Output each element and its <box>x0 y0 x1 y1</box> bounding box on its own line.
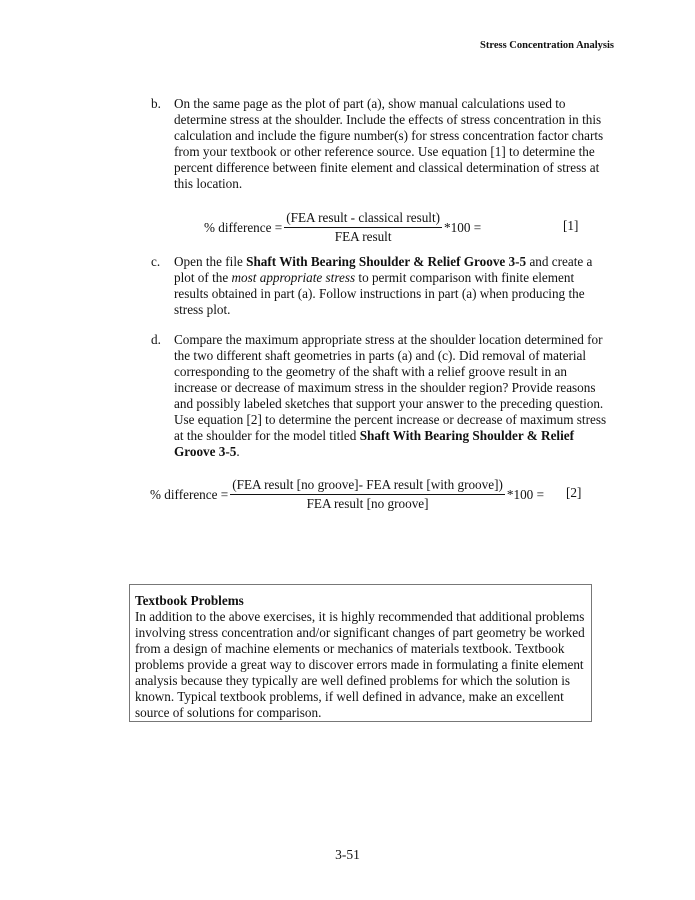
equation-denominator: FEA result <box>334 229 392 244</box>
equation-numerator: (FEA result - classical result) <box>284 210 442 228</box>
item-letter: c. <box>151 254 161 269</box>
list-item-c <box>151 254 611 318</box>
equation-rhs: *100 = <box>444 219 482 235</box>
box-body: In addition to the above exercises, it is highly recommended that additional problems involving stress concentration and/or significant changes of part geometry be worked from a design of machine elements or mechanics of materials textbook. Textbook problems provide a great way to discover errors made in formulating a finite element analysis because they typically are well defined problems for which the solution is known. Typical textbook problems, if well defined in advance, make an excellent source of solutions for comparison. <box>135 609 585 720</box>
file-name: Shaft With Bearing Shoulder & Relief Groove 3-5 <box>246 254 527 269</box>
list-item-d <box>151 332 611 460</box>
equation-fraction <box>284 210 442 245</box>
emphasis: most appropriate stress <box>231 270 356 285</box>
equation-lhs: % difference = <box>150 486 229 502</box>
equation-1 <box>204 210 481 245</box>
list-item-b <box>151 96 611 192</box>
running-header: Stress Concentration Analysis <box>480 40 614 51</box>
equation-number-2: [2] <box>566 485 582 500</box>
equation-rhs: *100 = <box>506 486 544 502</box>
item-text <box>174 332 611 460</box>
equation-numerator: (FEA result [no groove]- FEA result [with groove]) <box>230 477 505 495</box>
item-text-run: . <box>236 444 240 459</box>
equation-lhs: % difference = <box>204 219 283 235</box>
item-text-run: Compare the maximum appropriate stress at the shoulder location determined for the two different shaft geometries in parts (a) and (c). Did removal of material corresponding to the geometry of the shaft with a relief groove result in an increase or decrease of maximum stress in the shoulder region? Provide reasons and possibly labeled sketches that support your answer to the preceding question. Use equation [2] to determine the percent increase or decrease of maximum stress at the shoulder for the model titled <box>174 332 607 443</box>
item-letter: d. <box>151 332 161 347</box>
item-text: On the same page as the plot of part (a), show manual calculations used to determine stress at the shoulder. Include the effects of stress concentration in this calculation and include the figure number(s) for stress concentration factor charts from your textbook or other reference source. Use equation [1] to determine the percent difference between finite element and classical determination of stress at this location. <box>174 96 604 191</box>
item-letter: b. <box>151 96 161 111</box>
equation-number-1: [1] <box>563 218 579 233</box>
item-text-run: Open the file <box>174 254 247 269</box>
item-text <box>174 254 611 318</box>
equation-fraction <box>230 477 505 512</box>
item-text-run: and create a plot of the <box>174 254 593 285</box>
equation-denominator: FEA result [no groove] <box>306 496 429 511</box>
equation-2 <box>150 477 544 512</box>
textbook-problems-box <box>129 584 592 722</box>
item-text-run: to permit comparison with finite element results obtained in part (a). Follow instructions in part (a) when producing the stress plot. <box>174 270 585 317</box>
model-title: Shaft With Bearing Shoulder & Relief Groove 3-5 <box>174 428 575 459</box>
page-number: 3-51 <box>335 847 360 862</box>
box-title: Textbook Problems <box>135 593 244 608</box>
